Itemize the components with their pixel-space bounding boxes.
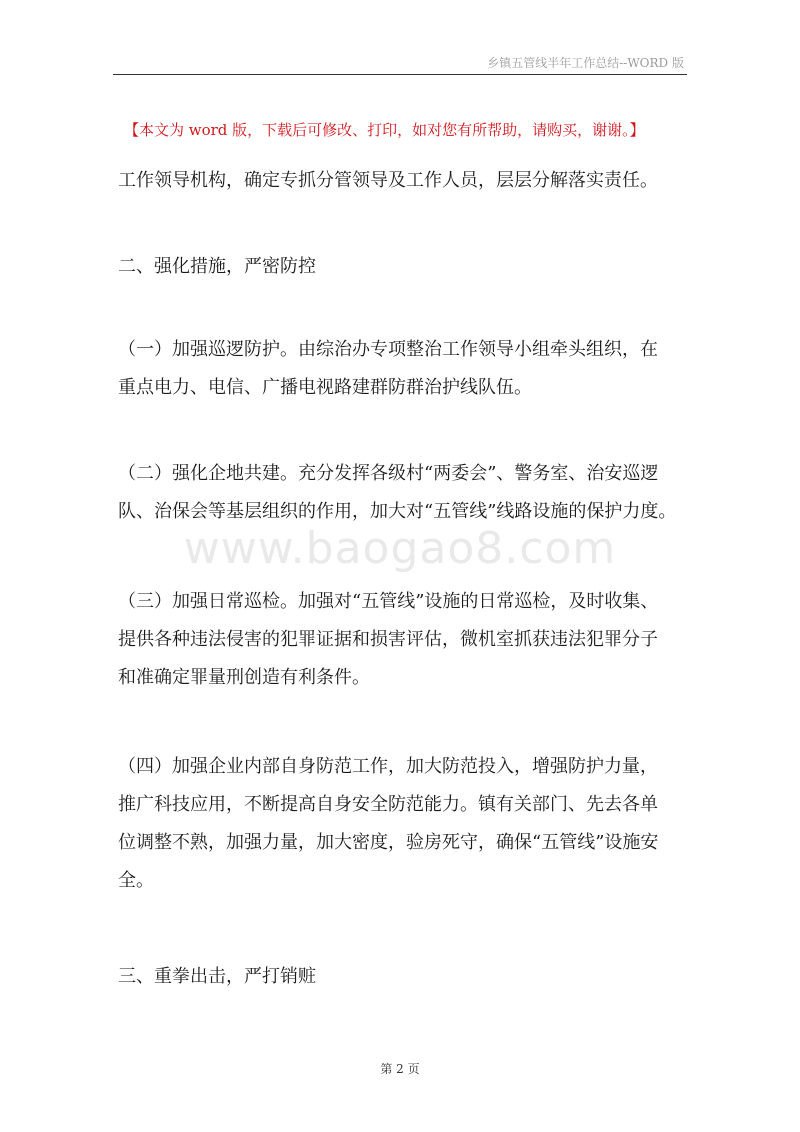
paragraph-line: 位调整不熟，加强力量，加大密度，验房死守，确保“五管线”设施安 <box>118 832 659 853</box>
paragraph-cooperation <box>118 455 688 531</box>
paragraph-line: 三、重拳出击，严打销赃 <box>118 966 316 987</box>
paragraph-line: 重点电力、电信、广播电视路建群防群治护线队伍。 <box>118 377 532 398</box>
section-heading-2 <box>118 248 688 286</box>
header-divider <box>113 74 687 75</box>
paragraph-enterprise <box>118 748 688 900</box>
section-heading-3 <box>118 958 688 996</box>
paragraph-line: 全。 <box>118 870 154 891</box>
paragraph-line: 推广科技应用，不断提高自身安全防范能力。镇有关部门、先去各单 <box>118 794 658 815</box>
paragraph-line: 和准确定罪量刑创造有利条件。 <box>118 667 370 688</box>
paragraph-line: （三）加强日常巡检。加强对“五管线”设施的日常巡检，及时收集、 <box>118 591 659 612</box>
watermark: www.baogao8.com <box>183 523 617 574</box>
paragraph-line: （二）强化企地共建。充分发挥各级村“两委会”、警务室、治安巡逻 <box>118 463 659 484</box>
paragraph-leadership <box>118 162 688 200</box>
document-header-title: 乡镇五管线半年工作总结--WORD 版 <box>487 56 684 70</box>
paragraph-patrol <box>118 331 688 407</box>
paragraph-line: （四）加强企业内部自身防范工作，加大防范投入，增强防护力量， <box>118 756 658 777</box>
paragraph-line: 二、强化措施，严密防控 <box>118 256 316 277</box>
paragraph-line: 队、治保会等基层组织的作用，加大对“五管线”线路设施的保护力度。 <box>118 501 677 522</box>
paragraph-line: （一）加强巡逻防护。由综治办专项整治工作领导小组牵头组织，在 <box>118 339 658 360</box>
paragraph-inspection <box>118 583 688 697</box>
paragraph-line: 工作领导机构，确定专抓分管领导及工作人员，层层分解落实责任。 <box>118 170 658 191</box>
page-number: 第 2 页 <box>380 1062 420 1076</box>
download-notice: 【本文为 word 版，下载后可修改、打印，如对您有所帮助，请购买，谢谢。】 <box>124 121 645 139</box>
paragraph-line: 提供各种违法侵害的犯罪证据和损害评估，微机室抓获违法犯罪分子 <box>118 629 658 650</box>
